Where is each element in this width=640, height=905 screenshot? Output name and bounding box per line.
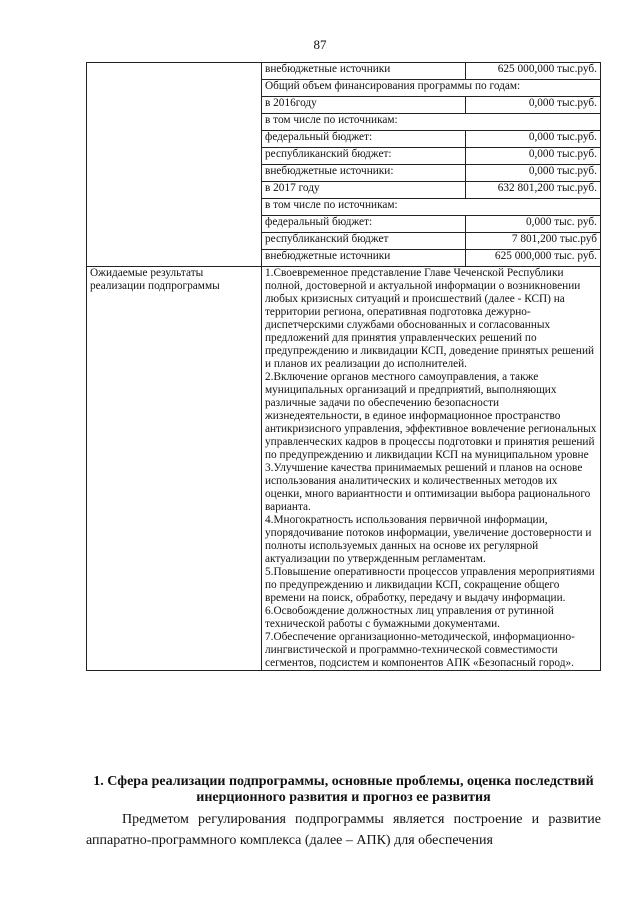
amount-value: 0,000 тыс.руб. xyxy=(466,131,601,148)
table-subheading: в том числе по источникам: xyxy=(262,199,601,216)
result-item-2: 2.Включение органов местного самоуправления, а также муниципальных организаций и предприятий, выполняющих различные задачи по обеспечению безопасности жизнедеятельности, в единое информационное пространство антикризисного управления, эффективное вовлечение региональных управленческих кадров в процессы подготовки и принятия решений по предупреждению и ликвидации КСП на муниципальном уровне xyxy=(265,371,597,461)
source-name: республиканский бюджет: xyxy=(262,148,466,165)
amount-value: 632 801,200 тыс.руб. xyxy=(466,182,601,199)
amount-value: 625 000,000 тыс.руб. xyxy=(466,63,601,80)
source-name: федеральный бюджет: xyxy=(262,216,466,233)
year-label: в 2017 году xyxy=(262,182,466,199)
results-text-cell xyxy=(262,267,601,671)
year-label: в 2016году xyxy=(262,97,466,114)
table-subheading: Общий объем финансирования программы по годам: xyxy=(262,80,601,97)
section-heading: 1. Сфера реализации подпрограммы, основные проблемы, оценка последствий инерционного развития и прогноз ее развития xyxy=(93,774,594,805)
program-finance-table xyxy=(86,62,601,671)
result-item-7: 7.Обеспечение организационно-методической, информационно-лингвистической и программно-технической совместимости сегментов, подсистем и компонентов АПК «Безопасный город». xyxy=(265,631,575,669)
table-subheading: в том числе по источникам: xyxy=(262,114,601,131)
source-name: республиканский бюджет xyxy=(262,233,466,250)
table-row xyxy=(87,63,601,80)
source-name: внебюджетные источники xyxy=(262,63,466,80)
source-name: внебюджетные источники: xyxy=(262,165,466,182)
amount-value: 0,000 тыс.руб. xyxy=(466,165,601,182)
source-name: федеральный бюджет: xyxy=(262,131,466,148)
amount-value: 7 801,200 тыс.руб xyxy=(466,233,601,250)
source-name: внебюджетные источники xyxy=(262,250,466,267)
amount-value: 0,000 тыс.руб. xyxy=(466,97,601,114)
results-label: Ожидаемые результаты реализации подпрограммы xyxy=(87,267,262,671)
amount-value: 0,000 тыс.руб. xyxy=(466,148,601,165)
result-item-1: 1.Своевременное представление Главе Чеченской Республики полной, достоверной и актуальной информации о возникновении любых кризисных ситуаций и происшествий (далее - КСП) на территории региона, оперативная подготовка дежурно-диспетчерскими службами обоснованных и согласованных предложений для принятия управленческих решений по предупреждению и ликвидации КСП, доведение принятых решений и планов их реализации до исполнителей. xyxy=(265,267,595,370)
empty-label-cell xyxy=(87,63,262,267)
result-item-5: 5.Повышение оперативности процессов управления мероприятиями по предупреждению и ликвидации КСП, сокращение общего времени на поиск, обработку, передачу и выдачу информации. xyxy=(265,566,595,604)
result-item-6: 6.Освобождение должностных лиц управления от рутинной технической работы с бумажными документами. xyxy=(265,605,554,630)
result-item-3: 3.Улучшение качества принимаемых решений и планов на основе использования аналитических и количественных методов их оценки, много вариантности и оптимизации выбора рационального варианта. xyxy=(265,462,591,513)
amount-value: 625 000,000 тыс. руб. xyxy=(466,250,601,267)
table-row-results xyxy=(87,267,601,671)
page-number: 87 xyxy=(313,37,327,52)
section-paragraph: Предметом регулирования подпрограммы является построение и развитие аппаратно-программного комплекса (далее – АПК) для обеспечения xyxy=(86,812,601,848)
result-item-4: 4.Многократность использования первичной информации, упорядочивание потоков информации, увеличение достоверности и полноты используемых данных на основе их регулярной актуализации по утвержденным регламентам. xyxy=(265,514,592,565)
amount-value: 0,000 тыс. руб. xyxy=(466,216,601,233)
